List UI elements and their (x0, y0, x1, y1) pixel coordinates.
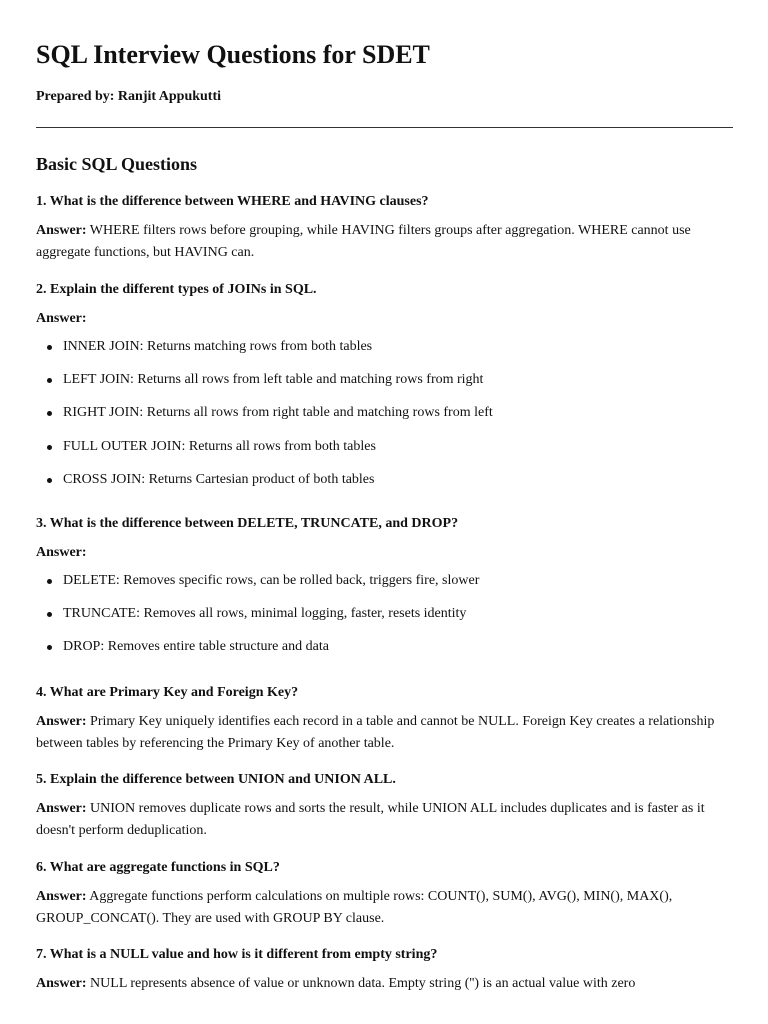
list-item-text: RIGHT JOIN: Returns all rows from right table and matching rows from left (63, 405, 493, 421)
question-block-4 (36, 684, 733, 755)
answer-paragraph (36, 711, 733, 755)
answer-label: Answer: (36, 223, 87, 238)
section-title: Basic SQL Questions (36, 154, 198, 174)
list-item (36, 605, 733, 623)
list-item (36, 371, 733, 389)
bullet-icon (47, 445, 52, 450)
list-item-text: INNER JOIN: Returns matching rows from both tables (63, 339, 373, 354)
question-block-7 (36, 946, 733, 995)
document-title: SQL Interview Questions for SDET (36, 40, 430, 69)
answer-paragraph (36, 886, 733, 930)
list-item (36, 572, 733, 590)
answer-label: Answer: (36, 714, 87, 729)
answer-text: WHERE filters rows before grouping, while HAVING filters groups after aggregation. WHERE cannot use aggregate functions, but HAVING can. (36, 223, 691, 260)
question-text: 6. What are aggregate functions in SQL? (36, 860, 280, 875)
question-text: 4. What are Primary Key and Foreign Key? (36, 685, 299, 700)
list-item (36, 638, 733, 656)
question-block-6 (36, 859, 733, 930)
question-text: 1. What is the difference between WHERE and HAVING clauses? (36, 194, 429, 209)
bullet-list (36, 338, 733, 489)
bullet-icon (47, 378, 52, 383)
answer-label: Answer: (36, 311, 87, 326)
answer-label: Answer: (36, 889, 87, 904)
question-block-3 (36, 515, 733, 672)
answer-label: Answer: (36, 545, 87, 560)
list-item (36, 404, 733, 422)
bullet-icon (47, 478, 52, 483)
answer-text: NULL represents absence of value or unknown data. Empty string ('') is an actual value with zero (90, 976, 636, 991)
answer-label: Answer: (36, 976, 87, 991)
answer-text: Aggregate functions perform calculations on multiple rows: COUNT(), SUM(), AVG(), MIN(), MAX(), GROUP_CONCAT(). They are used with GROUP BY clause. (36, 889, 673, 926)
title-divider (36, 127, 733, 128)
list-item (36, 471, 733, 489)
question-block-2 (36, 281, 733, 504)
list-item-text: LEFT JOIN: Returns all rows from left table and matching rows from right (63, 372, 484, 388)
question-text: 7. What is a NULL value and how is it different from empty string? (36, 947, 438, 962)
bullet-list (36, 572, 733, 656)
list-item-text: TRUNCATE: Removes all rows, minimal logging, faster, resets identity (63, 606, 467, 622)
question-text: 2. Explain the different types of JOINs in SQL. (36, 282, 317, 297)
bullet-icon (47, 645, 52, 650)
list-item-text: DROP: Removes entire table structure and data (63, 639, 329, 655)
question-block-5 (36, 771, 733, 842)
answer-label: Answer: (36, 801, 87, 816)
prepared-by-line: Prepared by: Ranjit Appukutti (36, 89, 222, 104)
list-item (36, 338, 733, 356)
answer-text: UNION removes duplicate rows and sorts the result, while UNION ALL includes duplicates and is faster as it doesn't perform deduplication. (36, 801, 705, 838)
bullet-icon (47, 612, 52, 617)
bullet-icon (47, 411, 52, 416)
answer-paragraph (36, 220, 733, 264)
question-block-1 (36, 193, 733, 264)
list-item-text: CROSS JOIN: Returns Cartesian product of both tables (63, 471, 375, 487)
list-item-text: FULL OUTER JOIN: Returns all rows from both tables (63, 438, 376, 454)
list-item-text: DELETE: Removes specific rows, can be rolled back, triggers fire, slower (63, 573, 480, 588)
question-text: 3. What is the difference between DELETE, TRUNCATE, and DROP? (36, 516, 459, 531)
answer-paragraph (36, 973, 733, 995)
list-item (36, 438, 733, 456)
answer-text: Primary Key uniquely identifies each record in a table and cannot be NULL. Foreign Key creates a relationship between tables by referencing the Primary Key of another table. (36, 714, 715, 751)
question-text: 5. Explain the difference between UNION and UNION ALL. (36, 772, 396, 787)
answer-paragraph (36, 798, 733, 842)
bullet-icon (47, 579, 52, 584)
bullet-icon (47, 345, 52, 350)
